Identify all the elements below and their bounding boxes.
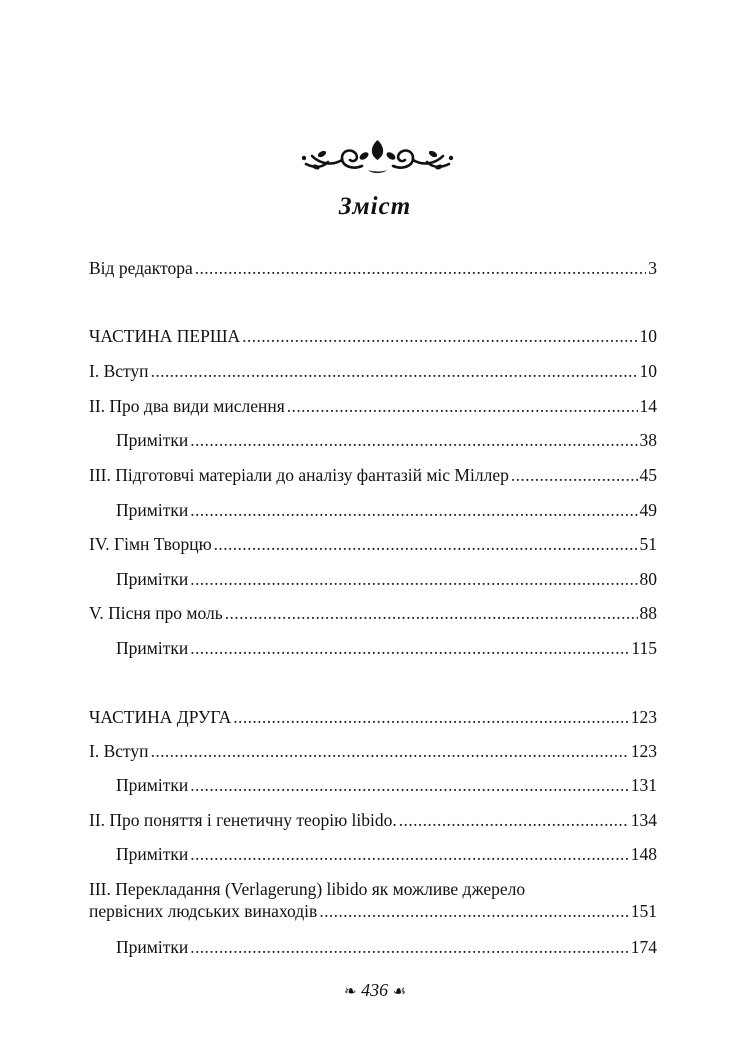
page-number: 115 — [631, 638, 657, 658]
right-flourish-icon: ☙ — [392, 984, 407, 1000]
page-number: 3 — [648, 258, 657, 278]
page-number: 131 — [630, 775, 657, 795]
page-folio — [0, 980, 750, 1001]
toc-entry: Від редактора ..... 3 — [89, 257, 657, 279]
dot-leader — [151, 360, 638, 382]
page-number: 148 — [630, 844, 657, 864]
dot-leader — [195, 257, 647, 279]
page-number: 151 — [630, 901, 657, 921]
dot-leader — [190, 843, 629, 865]
toc-entry: V. Пісня про моль ..... 88 — [89, 602, 657, 624]
toc-subentry: Примітки ..... 131 — [116, 774, 657, 796]
folio-number: 436 — [361, 980, 389, 1000]
page-number: 80 — [639, 569, 657, 589]
page-number: 49 — [639, 500, 657, 520]
dot-leader — [190, 637, 629, 659]
toc-subentry: Примітки ..... 174 — [116, 936, 657, 958]
dot-leader — [233, 706, 628, 728]
page-number: 134 — [630, 810, 657, 830]
toc-entry: ІІ. Про поняття і генетичну теорію libido. ..... 134 — [89, 809, 657, 831]
toc-part-heading: ЧАСТИНА ПЕРША ..... 10 — [89, 325, 657, 347]
dot-leader — [511, 464, 638, 486]
page-number: 38 — [639, 430, 657, 450]
toc-entry-multiline: ІІІ. Перекладання (Verlagerung) libido як можливе джерело первісних людських винаходів ..... 151 — [89, 878, 657, 922]
dot-leader — [190, 568, 637, 590]
toc-subentry: Примітки ..... 115 — [116, 637, 657, 659]
dot-leader — [190, 429, 637, 451]
page-number: 51 — [639, 534, 657, 554]
dot-leader — [190, 774, 629, 796]
page-number: 14 — [639, 396, 657, 416]
page-number: 10 — [639, 361, 657, 381]
dot-leader — [242, 325, 637, 347]
toc-entry: IV. Гімн Творцю ..... 51 — [89, 533, 657, 555]
dot-leader — [214, 533, 638, 555]
page-number: 88 — [639, 603, 657, 623]
dot-leader — [287, 395, 638, 417]
page-number: 45 — [639, 465, 657, 485]
dot-leader — [399, 809, 629, 831]
page-number: 174 — [630, 937, 657, 957]
dot-leader — [190, 936, 629, 958]
dot-leader — [225, 602, 638, 624]
dot-leader — [151, 740, 629, 762]
page-number: 123 — [630, 741, 657, 761]
toc-subentry: Примітки ..... 148 — [116, 843, 657, 865]
left-flourish-icon: ❧ — [343, 984, 357, 1000]
page-title: Зміст — [338, 193, 412, 220]
toc-entry: І. Вступ ..... 123 — [89, 740, 657, 762]
toc-subentry: Примітки ..... 80 — [116, 568, 657, 590]
toc-subentry: Примітки ..... 49 — [116, 499, 657, 521]
dot-leader — [190, 499, 637, 521]
decorative-ornament-icon — [300, 136, 455, 178]
toc-entry: ІІІ. Підготовчі матеріали до аналізу фантазій міс Міллер ..... 45 — [89, 464, 657, 486]
toc-part-heading: ЧАСТИНА ДРУГА ..... 123 — [89, 706, 657, 728]
dot-leader — [319, 900, 628, 922]
toc-entry: ІІ. Про два види мислення ..... 14 — [89, 395, 657, 417]
toc-entry: І. Вступ ..... 10 — [89, 360, 657, 382]
toc-subentry: Примітки ..... 38 — [116, 429, 657, 451]
page-number: 10 — [639, 326, 657, 346]
page-number: 123 — [630, 707, 657, 727]
